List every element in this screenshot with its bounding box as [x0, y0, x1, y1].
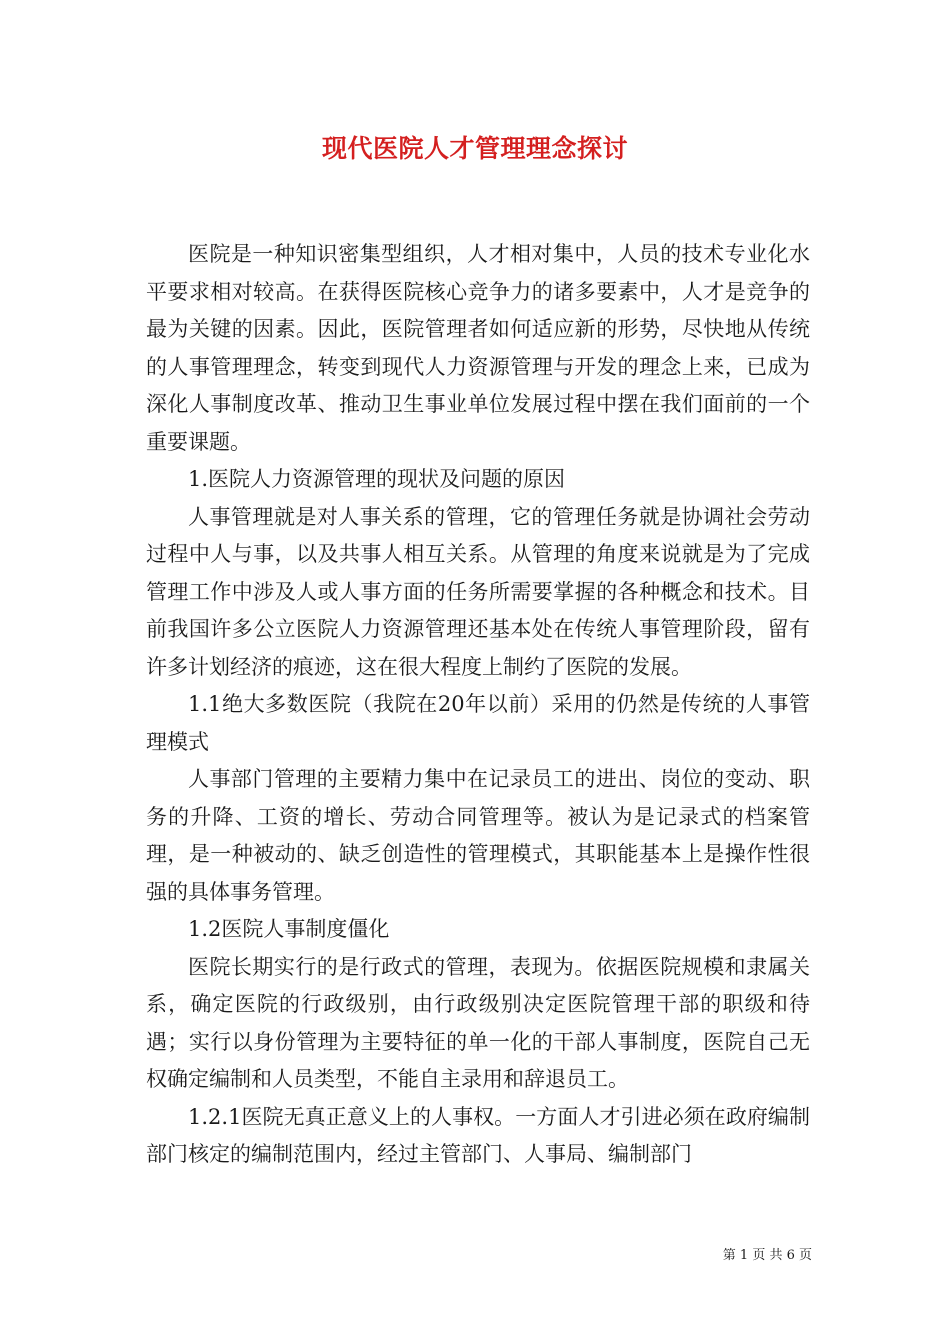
paragraph-personnel-management: 人事管理就是对人事关系的管理，它的管理任务就是协调社会劳动过程中人与事，以及共事人相互关系。从管理的角度来说就是为了完成管理工作中涉及人或人事方面的任务所需要掌握的各种概念和技术。目前我国许多公立医院人力资源管理还基本处在传统人事管理阶段，留有许多计划经济的痕迹，这在很大程度上制约了医院的发展。: [146, 504, 810, 679]
section-heading-1-2: 1.2医院人事制度僵化: [188, 917, 390, 941]
section-heading-1: 1.医院人力资源管理的现状及问题的原因: [188, 467, 566, 491]
page-indicator: 第 1 页 共 6 页: [722, 1248, 812, 1263]
paragraph-1-2-1: 1.2.1医院无真正意义上的人事权。一方面人才引进必须在政府编制部门核定的编制范围内，经过主管部门、人事局、编制部门: [146, 1104, 810, 1166]
document-title: 现代医院人才管理理念探讨: [321, 134, 628, 163]
paragraph-hr-department: 人事部门管理的主要精力集中在记录员工的进出、岗位的变动、职务的升降、工资的增长、劳动合同管理等。被认为是记录式的档案管理，是一种被动的、缺乏创造性的管理模式，其职能基本上是操作性很强的具体事务管理。: [146, 767, 810, 904]
document-body: [146, 236, 810, 1174]
section-heading-1-1: 1.1绝大多数医院（我院在20年以前）采用的仍然是传统的人事管理模式: [146, 692, 810, 754]
paragraph-intro: 医院是一种知识密集型组织，人才相对集中，人员的技术专业化水平要求相对较高。在获得医院核心竞争力的诸多要素中，人才是竞争的最为关键的因素。因此，医院管理者如何适应新的形势，尽快地从传统的人事管理理念，转变到现代人力资源管理与开发的理念上来，已成为深化人事制度改革、推动卫生事业单位发展过程中摆在我们面前的一个重要课题。: [146, 242, 810, 454]
paragraph-administrative-management: 医院长期实行的是行政式的管理，表现为。依据医院规模和隶属关系，确定医院的行政级别，由行政级别决定医院管理干部的职级和待遇；实行以身份管理为主要特征的单一化的干部人事制度，医院自己无权确定编制和人员类型，不能自主录用和辞退员工。: [146, 954, 810, 1091]
